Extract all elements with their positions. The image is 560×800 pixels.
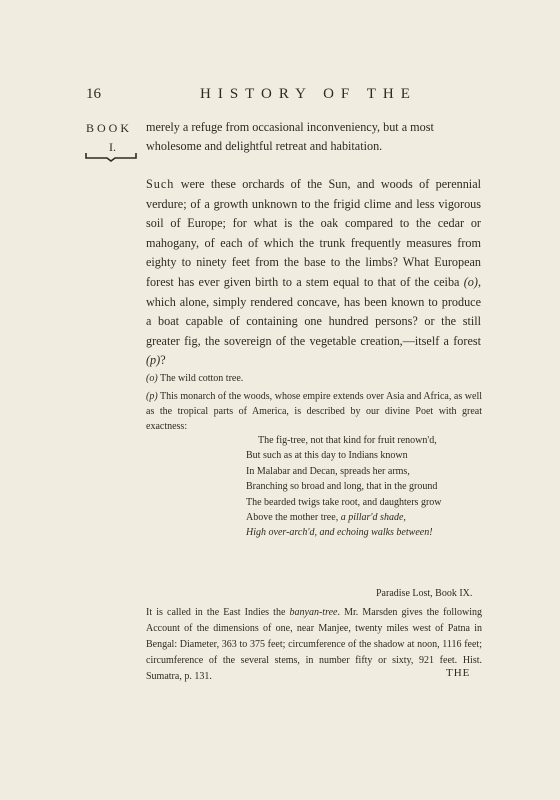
footnote-p-continuation (146, 605, 482, 685)
verse-quotation (246, 433, 486, 541)
footnote-tail-b: . Mr. Marsden gives the following Account of the dimensions of one, near Manjee, twenty miles west of Patna in Bengal: Diameter, 363 to 375 feet; circumference of the shadow at noon, 1116 feet; circumference of the several stems, in number fifty or sixty, 921 feet. Hist. Sumatra, p. 131. (146, 607, 482, 682)
paragraph-text-b: , which alone, simply rendered concave, has been known to produce a boat capable of containing one hundred persons? or the still greater fig, the sovereign of the vegetable creation,—itself a forest (146, 274, 481, 348)
banyan-tree-term: banyan-tree (289, 607, 338, 618)
running-head: HISTORY OF THE (200, 86, 417, 102)
paragraph-such (146, 175, 481, 371)
verse-line: High over-arch'd, and echoing walks between! (246, 527, 433, 539)
footnote-o-text: The wild cotton tree. (157, 373, 244, 384)
page-number: 16 (86, 86, 101, 102)
book-label: BOOK (86, 121, 133, 135)
footnote-p-marker: (p) (146, 391, 158, 402)
footnote-ref-o: (o) (463, 274, 478, 289)
paragraph-continuation: merely a refuge from occasional inconveniency, but a most wholesome and delightful retreat and habitation. (146, 120, 434, 153)
verse-line: In Malabar and Decan, spreads her arms, (246, 465, 410, 477)
paragraph-lead-word: Such (146, 177, 175, 191)
margin-bracket-ornament (85, 152, 137, 162)
verse-attribution: Paradise Lost, Book IX. (376, 588, 473, 599)
verse-line: The fig-tree, not that kind for fruit renown'd, (258, 435, 437, 446)
verse-line: Branching so broad and long, that in the ground (246, 481, 438, 493)
footnote-p-text: This monarch of the woods, whose empire extends over Asia and Africa, as well as the tropical parts of America, is described by our divine Poet with great exactness: (146, 391, 482, 432)
footnote-p (146, 389, 482, 434)
paragraph-text-a: were these orchards of the Sun, and woods of perennial verdure; of a growth unknown to the frigid clime and less vigorous soil of Europe; for what is the oak compared to the cedar or mahogany, of each of which the trunk frequently measures from eighty to ninety feet from the base to the limbs? What European forest has ever given birth to a stem equal to that of the ceiba (146, 177, 481, 289)
verse-line: But such as at this day to Indians known (246, 450, 408, 462)
footnote-o (146, 371, 481, 386)
footnote-o-marker: (o) (146, 373, 158, 384)
footnote-tail-a: It is called in the East Indies the (146, 607, 290, 618)
verse-line-start: Above the mother tree, (246, 512, 341, 524)
catchword: THE (446, 667, 471, 679)
footnote-ref-p: (p) (146, 353, 161, 368)
verse-line-italic: a pillar'd shade, (340, 512, 406, 524)
book-number: I. (109, 140, 116, 154)
verse-line (246, 510, 486, 525)
paragraph-text-c: ? (160, 353, 166, 368)
verse-line: The bearded twigs take root, and daughters grow (246, 496, 442, 508)
